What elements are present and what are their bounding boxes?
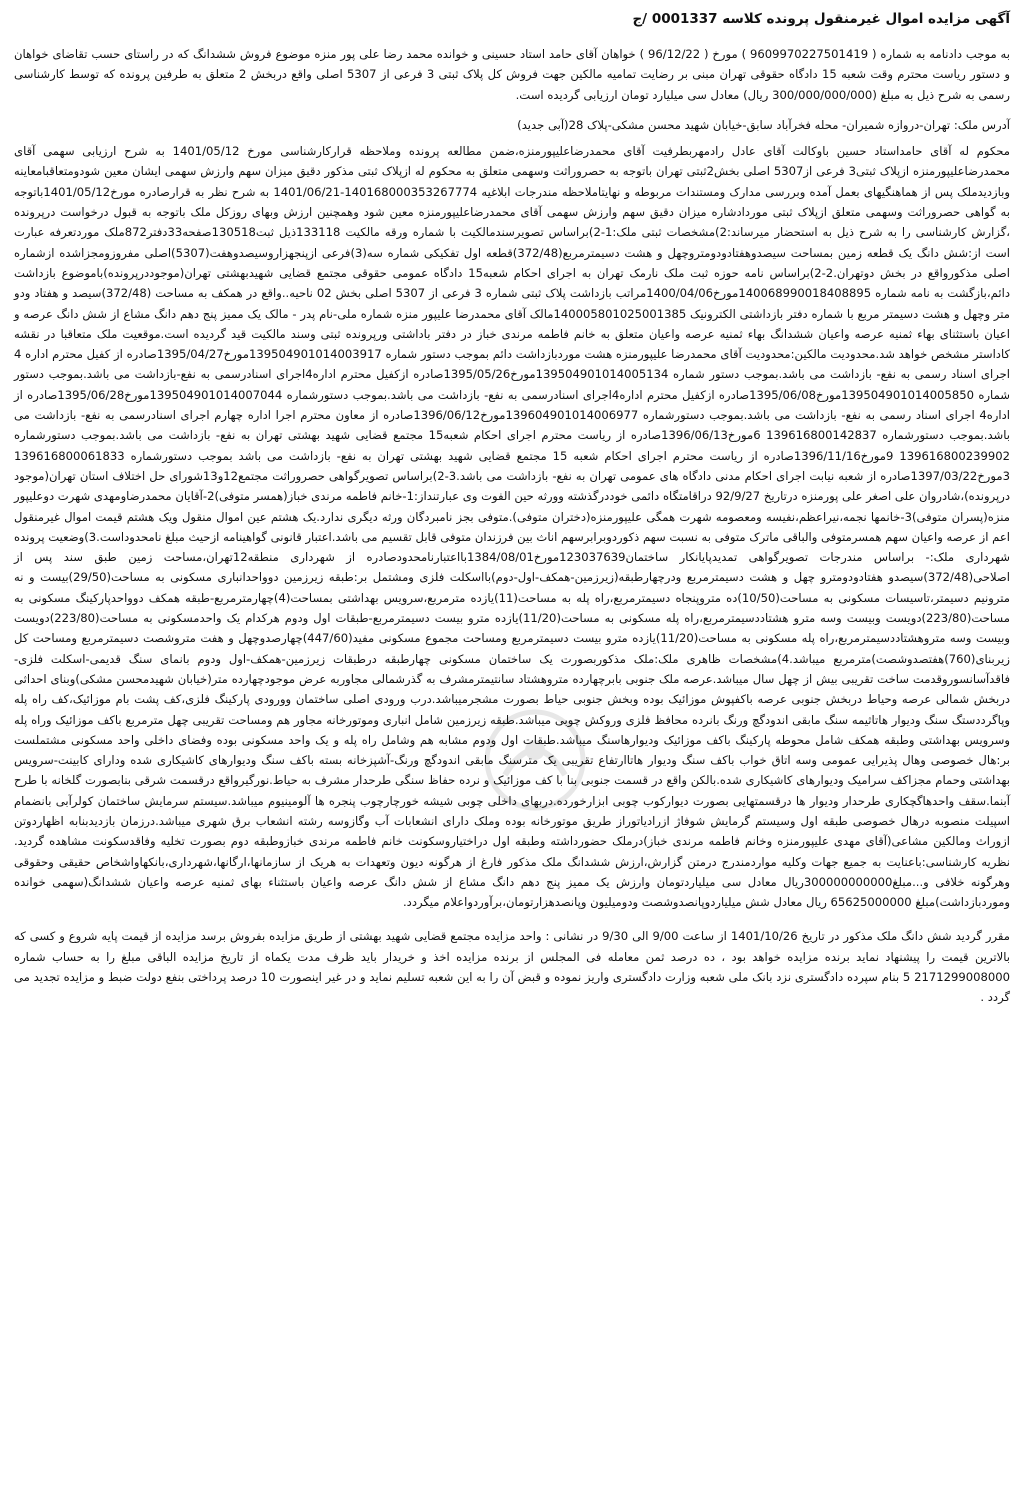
expert-report-paragraph: محکوم له آقای حامداستاد حسین باوکالت آقای عادل رادمهربطرفیت آقای محمدرضاعلیپورمنزه،ضمن مطالعه پرونده وملاحظه قرارکارشناسی مورخ 1401/05/12 به شرح ارزیابی سهمی آقای محمدرضاعلیپورمنزه ازپلاک ثبتی3 فرعی از5307 اصلی بخش2ثبتی تهران باتوجه به حصروراثت وسهمی متعلق به محکوم له ازپلاک ثبتی مذکور دقیق میزان سهم وارزش سهمی ایشان معین شودومتعاقبامعاینه وبازدیدملک پس از هماهنگیهای بعمل آمده وبررسی مدارک ومستندات مربوطه و نهایتاملاحظه مندرجات ابلاغیه 140168000353267774-1401/06/21 به شرح نظر به قرارصادره مورخ1401/05/12باتوجه به گواهی حصروراثت وسهمی متعلق ازپلاک ثبتی موردادشاره میزان دقیق سهم وارزش سهمی آقای محمدرضاعلیپورمنزه معین شود وهمچنین ارزش وبهای روزکل ملک باتوجه به قبول درخواست درپرونده ،گزارش کارشناسی را به شرح ذیل به استحضار میرساند:2)مشخصات ثبتی ملک:1-2)براساس تصویرسندمالکیت با شماره ورقه مالکیت 133118ذیل ثبت130518صفحه33دفتر872ملک موردتعرفه عبارت است از:شش دانگ یک قطعه زمین بمساحت سیصدوهفتادودومتروچهل و هشت دسیمترمربع(372/48)قطعه اول تفکیکی شماره سه(3)فرعی ازپنجهزاروسیصدوهفت(5307)اصلی مفروزومجزاشده ازشماره اصلی مذکورواقع در بخش دوتهران.2-2)براساس نامه حوزه ثبت ملک نارمک تهران به اجرای احکام شعبه15 دادگاه عمومی حقوقی مجتمع قضایی شهیدبهشتی تهران(موجوددرپرونده)باموضوع بازداشت دائم،بازگشت به نامه شماره 140068990018408895مورخ1400/04/06مراتب بازداشت پلاک ثبتی شماره 3 فرعی از 5307 اصلی بخش 02 ناحیه..واقع در همکف به مساحت (372/48)سیصد و هفتاد ودو متر وچهل و هشت دسیمتر مربع با شماره دفتر بازداشتی الکترونیک 140005801025001385مالک آقای محمدرضا علیپور منزه شماره ملی-نام پدر - مالک یک ممیز پنج دهم دانگ مشاع از شش دانگ عرصه و اعیان باستثنای بهاء ثمنیه عرصه واعیان ششدانگ بهاء ثمنیه عرصه واعیان متعلق به خانم فاطمه مرندی خباز در دفتر باداشتی ورپرونده ثبتی وسند مالکیت قید گردیده است.موقعیت ملک متعاقبا در نقشه کاداستر مشخص خواهد شد.محدودیت مالکین:محدودیت آقای محمدرضا علیپورمنزه هشت موردبازداشت دائم بموجب دستور شماره 139504901014003917مورخ1395/04/27صادره از کفیل محترم اداره 4 اجرای اسناد رسمی به نفع- بازداشت می باشد.بموجب دستور شماره 139504901014005134مورخ1395/05/26صادره ازکفیل محترم اداره4اجرای اسنادرسمی به نفع-بازداشت می باشد.بموجب دستور شماره 139504901014005850مورخ1395/06/08صادره ازکفیل محترم اداره4اجرای اسنادرسمی به نفع- بازداشت می باشد.بموجب دستورشماره 139504901014007044مورخ1395/06/28صادره از اداره4 اجرای اسناد رسمی به نفع- بازداشت می باشد.بموجب دستورشماره 139604901014006977مورخ1396/06/12صادره از معاون محترم اجرا اداره چهارم اجرای اسنادرسمی به نفع- بازداشت می باشد.بموجب دستورشماره 139616800142837 6مورخ1396/06/13صادره از ریاست محترم اجرای احکام شعبه15 مجتمع قضایی شهید بهشتی تهران به نفع- بازداشت می باشد.بموجب دستورشماره 139616800239902 9مورخ1396/11/16صادره از ریاست محترم اجرای احکام شعبه 15 مجتمع قضایی شهید بهشتی تهران به نفع- بازداشت می باشد بموجب دستورشماره 139616800061833 3مورخ1397/03/22صادره از شعبه نیابت اجرای احکام مدنی دادگاه های عمومی تهران به نفع- بازداشت می باشد.3-2)براساس تصویرگواهی حصروراثت مجتمع12و13شورای حل اختلاف استان تهران(موجود درپرونده)،شادروان علی اصغر علی پورمنزه درتاریخ 92/9/27 دراقامتگاه دائمی خوددرگذشته وورثه حین الفوت وی عبارتنداز:1-خانم فاطمه مرندی خباز(همسر متوفی)2-آقایان محمدرضاومهدی شهرت دوعلیپور منزه(پسران متوفی)3-خانمها نجمه،نیراعظم،نفیسه ومعصومه شهرت همگی علیپورمنزه(دختران متوفی).متوفی بجز نامبردگان ورثه دیگری ندارد.یک هشتم عین اموال منقول ویک هشتم قیمت اموال غیرمنقول اعم از عرصه واعیان سهم همسرمتوفی والباقی ماترک متوفی به نسبت سهم ذکوردوبرابرسهم اناث بین فرزندان متوفی قابل تقسیم می باشد.اعتبار قانونی گواهینامه ازحیث مبلغ نامحدوداست.3)وضعیت پرونده شهرداری ملک:- براساس مندرجات تصویرگواهی تمدیدپایانکار ساختمان123037639مورخ1384/08/01بااعتبارنامحدودصادره از شهرداری منطقه12تهران،مساحت زمین طبق سند پس از اصلاحی(372/48)سیصدو هفتادودومترو چهل و هشت دسیمترمربع ودرچهارطبقه(زیرزمین-همکف-اول-دوم)بااسکلت فلزی ومشتمل بر:طبقه زیرزمین دوواحدانباری مسکونی به مساحت(29/50)بیست و نه مترونیم دسیمتر،تاسیسات مسکونی به مساحت(10/50)ده متروپنجاه دسیمترمربع،راه پله به مساحت(11)یازده مترمربع،سرویس بهداشتی بمساحت(4)چهارمترمربع-طبقه همکف دوواحدپارکینگ مسکونی به مساحت(223/80)دویست وبیست وسه مترو هشتاددسیمترمربع،راه پله مسکونی به مساحت(11/20)یازده مترو بیست دسیمترمربع-طبقات اول ودوم هرکدام یک واحدمسکونی به مساحت(223/80)دویست وبیست وسه متروهشتاددسیمترمربع،راه پله مسکونی به مساحت(11/20)یازده مترو بیست دسیمترمربع ومساحت مجموع مسکونی مفید(447/60)چهارصدوچهل و هفت متروشصت دسیمترمربع ومساحت کل زیربنای(760)هفتصدوشصت)مترمربع میباشد.4)مشخصات ظاهری ملک:ملک مذکوربصورت یک ساختمان مسکونی چهارطبقه درطبقات زیرزمین-همکف-اول ودوم بانمای سنگ قدیمی-اسکلت فلزی-فاقدآسانسوروقدمت ساخت تقریبی بیش از چهل سال میباشد.عرصه ملک جنوبی بابرچهارده متروهشتاد سانتیمترمشرف به گذرشمالی مجاوربه عرض موجودچهارده متر(خیابان شهیدمحسن مشکی)وبنای احداثی دربخش شمالی عرصه وحیاط دربخش جنوبی عرصه باکفپوش موزائیک بوده وبخش جنوبی حیاط بصورت مشجرمیباشد.درب ورودی اصلی ساختمان وورودی پارکینگ فلزی،کف پشت بام موزائیک،کف راه پله وپاگرددستگ سنگ ودیوار هاتاثیمه سنگ مابقی اندودگچ ورنگ بانرده محافظ فلزی وروکش چوبی میباشد.طبقه زیرزمین شامل انباری وموتورخانه مجاور هم ومساحت تقریبی چهل مترمربع باکف موزائیک وراه پله وسرویس بهداشتی وطبقه همکف شامل محوطه پارکینگ باکف موزائیک ودیوارهاسنگ میباشد.طبقات اول ودوم مشابه هم وشامل راه پله و یک واحد مسکونی بوده وفضای داخلی واحد مسکونی مشتملست بر:هال خصوصی وهال پذیرایی عمومی وسه اتاق خواب باکف سنگ ودیوار هاتاارتفاع تقریبی یک مترسنگ مابقی اندودگچ ورنگ-آشپزخانه بسته باکف سنگ ودیوارهای کاشیکاری شده ودارای کابینت-سرویس بهداشتی وحمام مجزاکف سرامیک ودیوارهای کاشیکاری شده.بالکن واقع در قسمت جنوبی بنا با کف موزائیک و نرده حفاظ سنگی طرحدار مشرف به حیاط.نورگیرواقع درقسمت شرقی بنابصورت گلخانه با طرح آبنما.سقف واحدهاگچکاری طرحدار ودیوار ها درقسمتهایی بصورت دیوارکوب چوبی ابزارخورده.دربهای داخلی چوبی شیشه خورچارچوب پنجره ها آلومینیوم میباشد.سیستم سرمایش ساختمان کولرآبی بانضمام اسپیلت منصوبه درهال خصوصی طبقه اول وسیستم گرمایش شوفاژ ازرادیاتوراز طریق موتورخانه بوده وملک دارای انشعابات آب وگازوسه رشته انشعاب برق شهری میباشد.درزمان بازدیدبنابه اظهاردوتن ازوراث ومالکین مشاعی(آقای مهدی علیپورمنزه وخانم فاطمه مرندی خباز)درملک حضورداشته وطبقه اول دراختیاروسکونت خانم فاطمه مرندی خبازوطبقه دوم بصورت تخلیه وفاقدسکونت مشاهده گردید. نظریه کارشناسی:باعنایت به جمیع جهات وکلیه مواردمندرج درمتن گزارش،ارزش ششدانگ ملک مذکور فارغ از هرگونه دیون وتعهدات به هریک از سازمانها،ارگانها،شهرداری،بانکهاواشخاص حقیقی وحقوقی وهرگونه خلافی و...مبلغ300000000000ریال معادل سی میلیاردتومان وارزش یک ممیز پنج دهم دانگ مشاع از شش دانگ عرصه واعیان باستثناء بهای ثمنیه عرصه واعیان ششدانگ(سهمی خوانده وموردبازداشت)مبلغ 65625000000 ریال معادل شش میلیاردوپانصدوشصت ودومیلیون وپانصدهزارتومان،برآوردواعلام میگردد. xyxy=(14,144,1011,910)
notice-title: آگهی مزایده اموال غیرمنقول پرونده کلاسه 0001337 /ج xyxy=(632,11,1010,27)
auction-terms-paragraph: مقرر گردید شش دانگ ملک مذکور در تاریخ 1401/10/26 از ساعت 9/00 الی 9/30 در نشانی : واحد مزایده مجتمع قضایی شهید بهشتی از طریق مزایده بفروش برسد مزایده از قیمت پایه شروع و کسی که بالاترین قیمت را پیشنهاد نماید برنده مزایده خواهد بود ، ده درصد ثمن معامله فی المجلس از برنده مزایده اخذ و خریدار باید ظرف مدت یکماه از تاریخ مزایده الباقی مبلغ را به حساب شماره 2171299008000 5 بنام سپرده دادگستری نزد بانک ملی شعبه وزارت دادگستری واریز نموده و قبض آن را به این شعبه تسلیم نماید و در غیر اینصورت 10 درصد پرداختی بنفع دولت ضبط و مزایده تجدید می گردد . xyxy=(14,929,1011,1005)
intro-paragraph: به موجب دادنامه به شماره ( 9609970227501419 ) مورخ ( 96/12/22 ) خواهان آقای حامد استاد حسینی و خوانده محمد رضا علی پور منزه موضوع فروش ششدانگ که در راستای حسب تقاضای خواهان و دستور ریاست محترم وقت شعبه 15 دادگاه حقوقی تهران مبنی بر رضایت تمامیه مالکین جهت فروش کل پلاک ثبتی 3 فرعی از 5307 اصلی واقع دربخش 2 متعلق به طرفین پرونده که توسط کارشناسی رسمی به شرح ذیل به مبلغ (300/000/000/000 ریال) معادل سی میلیارد تومان ارزیابی گردیده است. xyxy=(14,47,1010,102)
property-address: آدرس ملک: تهران-دروازه شمیران- محله فخرآباد سابق-خیابان شهید محسن مشکی-پلاک 28(آبی جدید) xyxy=(517,117,1010,132)
